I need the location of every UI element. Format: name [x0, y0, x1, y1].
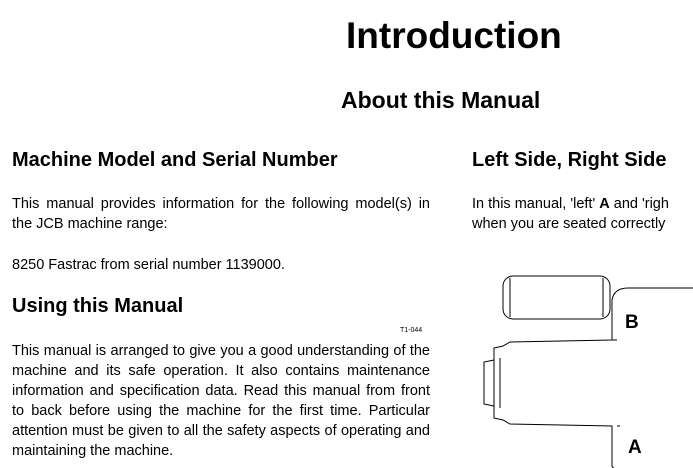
using-manual-text: This manual is arranged to give you a good understanding of the machine and its safe operation. It also contains maintenance information and specification data. Read this manual from front to back before using the machine for the first time. Particular attention must be given to all the safety aspects of operating and maintaining the machine. — [12, 343, 430, 459]
side-text-pre: In this manual, 'left' — [472, 196, 600, 212]
left-right-side-heading: Left Side, Right Side — [472, 149, 667, 171]
page-title: Introduction — [346, 15, 562, 56]
diagram-label-b: B — [625, 312, 639, 333]
page-subtitle: About this Manual — [341, 87, 541, 113]
machine-model-heading: Machine Model and Serial Number — [12, 149, 338, 171]
side-text-line-2: when you are seated correctly — [472, 216, 666, 232]
serial-number-text: 8250 Fastrac from serial number 1139000. — [12, 257, 285, 273]
front-bumper-shape — [484, 360, 494, 406]
side-text-post: and 'righ — [609, 196, 669, 212]
machine-body-outline — [494, 288, 693, 468]
machine-model-text: This manual provides information for the following model(s) in the JCB machine range: — [12, 196, 430, 232]
using-manual-heading: Using this Manual — [12, 295, 184, 317]
diagram-label-a: A — [628, 437, 642, 458]
rear-right-wheel-shape — [503, 276, 610, 319]
side-text-label-a: A — [599, 196, 610, 212]
reference-code: T1-044 — [400, 327, 423, 334]
